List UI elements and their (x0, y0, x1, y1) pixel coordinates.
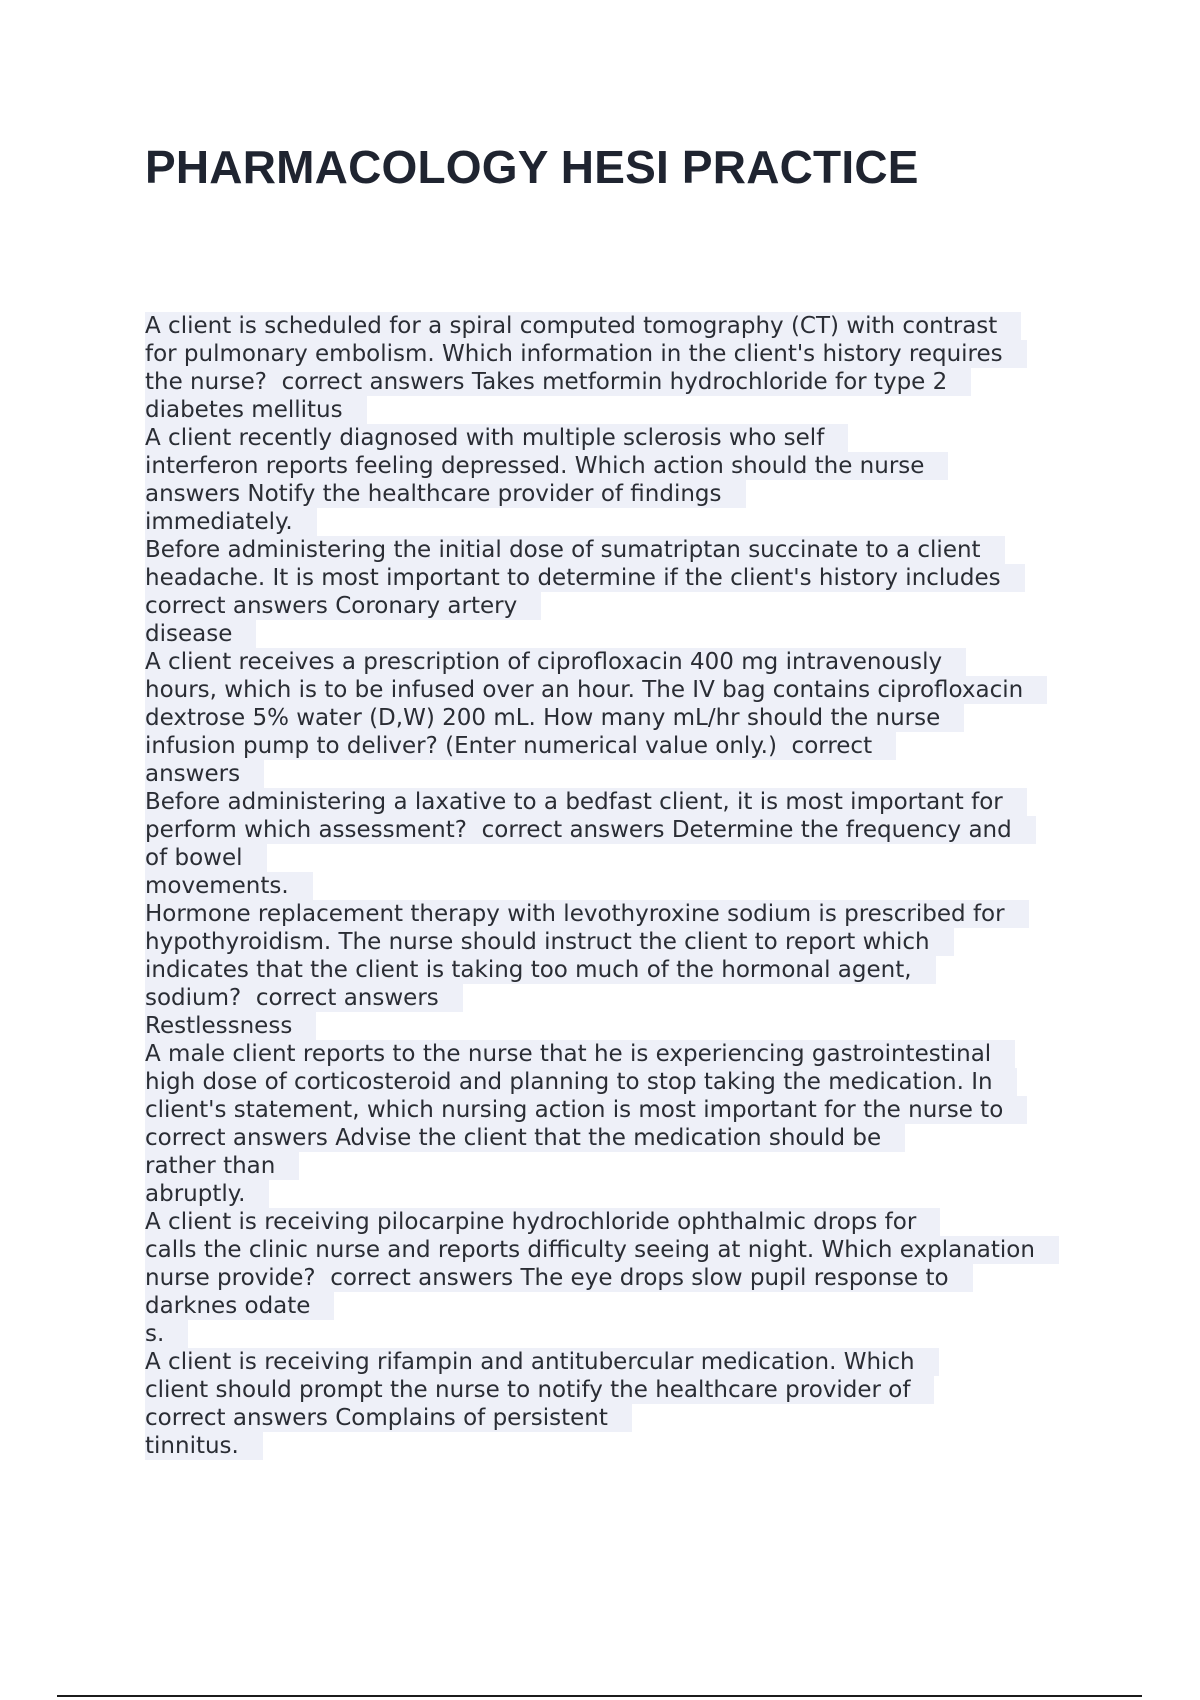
body-text-line: correct answers Advise the client that the medication should be (145, 1124, 905, 1152)
body-text-line: Restlessness (145, 1012, 316, 1040)
body-text-line: the nurse? correct answers Takes metformin hydrochloride for type 2 (145, 368, 971, 396)
body-text-line: rather than (145, 1152, 299, 1180)
body-text-line: Before administering the initial dose of sumatriptan succinate to a client (145, 536, 1005, 564)
body-text-line: tinnitus. (145, 1432, 263, 1460)
body-text-line: answers (145, 760, 264, 788)
body-text-line: darknes odate (145, 1292, 334, 1320)
footer-divider (57, 1695, 1142, 1697)
body-text-line: answers Notify the healthcare provider of findings (145, 480, 746, 508)
body-text-line: interferon reports feeling depressed. Which action should the nurse (145, 452, 948, 480)
body-text-line: s. (145, 1320, 188, 1348)
body-text-line: nurse provide? correct answers The eye drops slow pupil response to (145, 1264, 973, 1292)
body-text-line: for pulmonary embolism. Which information in the client's history requires (145, 340, 1027, 368)
body-text-line: of bowel (145, 844, 267, 872)
body-text-line: correct answers Coronary artery (145, 592, 541, 620)
body-text-line: client should prompt the nurse to notify the healthcare provider of (145, 1376, 934, 1404)
body-text-line: client's statement, which nursing action is most important for the nurse to (145, 1096, 1027, 1124)
document-title: PHARMACOLOGY HESI PRACTICE (145, 141, 919, 193)
body-text-line: calls the clinic nurse and reports difficulty seeing at night. Which explanation (145, 1236, 1059, 1264)
body-text-line: movements. (145, 872, 313, 900)
body-text-line: A male client reports to the nurse that he is experiencing gastrointestinal (145, 1040, 1015, 1068)
body-text-line: immediately. (145, 508, 317, 536)
body-text-line: diabetes mellitus (145, 396, 367, 424)
body-text-line: correct answers Complains of persistent (145, 1404, 632, 1432)
body-text-line: A client is receiving rifampin and antitubercular medication. Which (145, 1348, 939, 1376)
body-text-line: disease (145, 620, 256, 648)
body-text-line: indicates that the client is taking too much of the hormonal agent, (145, 956, 936, 984)
body-text-line: hypothyroidism. The nurse should instruct the client to report which (145, 928, 954, 956)
body-text-line: A client recently diagnosed with multiple sclerosis who self (145, 424, 848, 452)
body-text-line: infusion pump to deliver? (Enter numerical value only.) correct (145, 732, 896, 760)
body-text-line: A client is scheduled for a spiral computed tomography (CT) with contrast (145, 312, 1021, 340)
body-text-line: headache. It is most important to determine if the client's history includes (145, 564, 1025, 592)
body-text-line: sodium? correct answers (145, 984, 463, 1012)
body-text-line: Before administering a laxative to a bedfast client, it is most important for (145, 788, 1027, 816)
body-text-line: high dose of corticosteroid and planning to stop taking the medication. In (145, 1068, 1017, 1096)
body-text-line: abruptly. (145, 1180, 269, 1208)
body-text-line: A client receives a prescription of ciprofloxacin 400 mg intravenously (145, 648, 966, 676)
document-body (145, 312, 1105, 1460)
body-text-line: hours, which is to be infused over an hour. The IV bag contains ciprofloxacin (145, 676, 1047, 704)
body-text-line: A client is receiving pilocarpine hydrochloride ophthalmic drops for (145, 1208, 940, 1236)
body-text-line: perform which assessment? correct answers Determine the frequency and (145, 816, 1036, 844)
body-text-line: Hormone replacement therapy with levothyroxine sodium is prescribed for (145, 900, 1029, 928)
body-text-line: dextrose 5% water (D,W) 200 mL. How many mL/hr should the nurse (145, 704, 964, 732)
